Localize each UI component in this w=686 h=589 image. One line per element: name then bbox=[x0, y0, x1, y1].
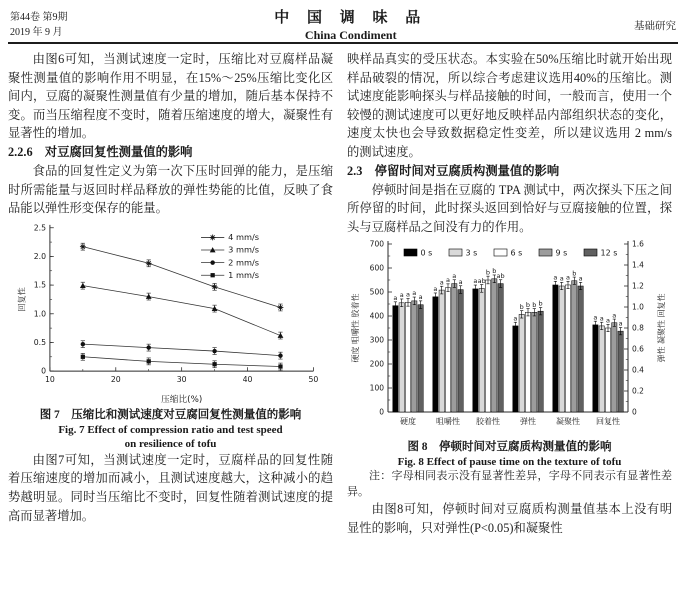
svg-text:咀嚼性: 咀嚼性 bbox=[435, 417, 460, 427]
svg-text:弹性: 弹性 bbox=[519, 417, 536, 427]
svg-text:a: a bbox=[472, 277, 477, 286]
svg-text:a: a bbox=[552, 273, 557, 282]
right-column bbox=[347, 50, 672, 585]
svg-text:a: a bbox=[599, 314, 604, 323]
svg-text:1.5: 1.5 bbox=[33, 280, 46, 290]
svg-text:3 mm/s: 3 mm/s bbox=[227, 244, 259, 255]
svg-text:a: a bbox=[458, 278, 463, 287]
figure7-caption-cn: 图 7 压缩比和测试速度对豆腐回复性测量值的影响 bbox=[39, 408, 302, 421]
svg-text:0.2: 0.2 bbox=[631, 386, 644, 396]
svg-text:0.5: 0.5 bbox=[33, 337, 46, 347]
svg-text:0.6: 0.6 bbox=[631, 344, 644, 354]
svg-text:9 s: 9 s bbox=[555, 248, 567, 258]
svg-text:30: 30 bbox=[176, 374, 187, 384]
figure7-caption-en: Fig. 7 Effect of compression ratio and test speed bbox=[58, 423, 283, 436]
svg-text:1.0: 1.0 bbox=[33, 309, 46, 319]
svg-text:a: a bbox=[432, 285, 437, 294]
paragraph: 由图8可知，停顿时间对豆腐质构测量值基本上没有明显性的影响，只对弹性(P<0.05)和凝聚性 bbox=[347, 502, 672, 535]
svg-text:1.6: 1.6 bbox=[631, 239, 644, 249]
svg-text:400: 400 bbox=[369, 311, 384, 321]
svg-text:硬度 咀嚼性 胶着性: 硬度 咀嚼性 胶着性 bbox=[350, 293, 360, 363]
svg-text:20: 20 bbox=[110, 374, 121, 384]
section-heading-2-2-6: 2.2.6 对豆腐回复性测量值的影响 bbox=[8, 144, 193, 159]
svg-text:ab: ab bbox=[477, 277, 486, 286]
svg-text:a: a bbox=[451, 272, 456, 281]
svg-text:50: 50 bbox=[307, 374, 318, 384]
svg-text:1.4: 1.4 bbox=[631, 260, 644, 270]
figure7 bbox=[8, 220, 333, 406]
svg-text:700: 700 bbox=[369, 239, 384, 249]
svg-text:300: 300 bbox=[369, 335, 384, 345]
svg-text:b: b bbox=[571, 269, 576, 278]
svg-text:b: b bbox=[538, 300, 543, 309]
svg-text:a: a bbox=[439, 278, 444, 287]
svg-text:1.2: 1.2 bbox=[631, 281, 644, 291]
volume-issue: 第44卷 第9期 bbox=[10, 12, 68, 23]
svg-text:a: a bbox=[565, 273, 570, 282]
svg-text:a: a bbox=[578, 274, 583, 283]
svg-text:硬度: 硬度 bbox=[399, 417, 416, 427]
paragraph: 食品的回复性定义为第一次下压时回弹的能力，是压缩时所需能量与返回时样品释放的弹性势能的比值，反映了食品能以弹性形变保存的能量。 bbox=[8, 163, 333, 216]
svg-text:a: a bbox=[611, 311, 616, 320]
svg-text:a: a bbox=[605, 316, 610, 325]
section-heading-2-3: 2.3 停留时间对豆腐质构测量值的影响 bbox=[347, 163, 560, 178]
journal-title-block bbox=[68, 6, 635, 43]
paragraph: 由图6可知，当测试速度一定时，压缩比对豆腐样品凝聚性测量值的影响作用不明显，在15%～25%压缩比变化区间内，豆腐的凝聚性测量值有少量的增加，随后基本保持不变。而当压缩程度不变时，随着压缩速度的增大，凝聚性有显著性的增加。 bbox=[8, 52, 333, 141]
svg-text:b: b bbox=[525, 301, 530, 310]
svg-text:40: 40 bbox=[242, 374, 252, 384]
svg-text:2 mm/s: 2 mm/s bbox=[227, 257, 259, 268]
svg-text:0: 0 bbox=[631, 407, 637, 417]
svg-text:100: 100 bbox=[369, 383, 384, 393]
svg-text:2.0: 2.0 bbox=[33, 251, 46, 261]
svg-text:b: b bbox=[491, 267, 496, 276]
svg-text:10: 10 bbox=[44, 374, 55, 384]
svg-text:a: a bbox=[405, 291, 410, 300]
svg-text:a: a bbox=[445, 276, 450, 285]
svg-text:胶着性: 胶着性 bbox=[475, 417, 500, 427]
page-header bbox=[0, 0, 686, 42]
svg-text:回复性: 回复性 bbox=[16, 286, 27, 312]
svg-text:弹性 凝聚性 回复性: 弹性 凝聚性 回复性 bbox=[656, 293, 666, 363]
svg-text:a: a bbox=[392, 294, 397, 303]
svg-text:b: b bbox=[485, 268, 490, 277]
svg-text:1 mm/s: 1 mm/s bbox=[227, 269, 259, 280]
figure8-note: 注：字母相同表示没有显著性差异，字母不同表示有显著性差异。 bbox=[347, 470, 672, 498]
two-column-body bbox=[0, 44, 686, 585]
svg-text:500: 500 bbox=[369, 287, 384, 297]
svg-text:200: 200 bbox=[369, 359, 384, 369]
figure7-caption-en2: on resilience of tofu bbox=[124, 437, 217, 450]
svg-text:6 s: 6 s bbox=[510, 248, 522, 258]
svg-text:2.5: 2.5 bbox=[33, 223, 46, 233]
left-column bbox=[8, 50, 333, 585]
paragraph: 由图7可知，当测试速度一定时，豆腐样品的回复性随着压缩速度的增加而减小，且测试速度越大，这种减小的趋势越明显。同时当压缩比不变时，回复性随着测试速度的提高而显著增加。 bbox=[8, 452, 333, 523]
svg-text:12 s: 12 s bbox=[600, 248, 617, 258]
section-tag: 基础研究 bbox=[634, 21, 676, 32]
svg-text:回复性: 回复性 bbox=[595, 417, 620, 427]
svg-text:1.0: 1.0 bbox=[631, 302, 644, 312]
svg-text:a: a bbox=[512, 314, 517, 323]
figure8-caption-en: Fig. 8 Effect of pause time on the texture of tofu bbox=[397, 456, 622, 469]
svg-text:a: a bbox=[559, 274, 564, 283]
svg-text:600: 600 bbox=[369, 263, 384, 273]
svg-text:a: a bbox=[399, 291, 404, 300]
issue-info bbox=[10, 6, 68, 40]
svg-text:b: b bbox=[519, 303, 524, 312]
svg-text:0: 0 bbox=[378, 407, 384, 417]
figure8 bbox=[347, 238, 672, 438]
svg-text:0 s: 0 s bbox=[420, 248, 432, 258]
svg-text:凝聚性: 凝聚性 bbox=[555, 417, 580, 427]
paragraph: 映样品真实的受压状态。本实验在50%压缩比时就开始出现样品破裂的情况，所以综合考虑建议选用40%的压缩比。测试速度能影响探头与样品接触的时间，一般而言，使用一个较慢的测试速度可以更好地反映样品内部组织状态的变化，速度太快也会导致数据稳定性变差，所以建议选用 2 mm/s 的测试速度。 bbox=[347, 52, 672, 159]
figure8-caption-cn: 图 8 停顿时间对豆腐质构测量值的影响 bbox=[407, 441, 612, 454]
journal-title-en: China Condiment bbox=[304, 28, 397, 42]
svg-text:a: a bbox=[592, 313, 597, 322]
issue-date: 2019 年 9 月 bbox=[10, 27, 63, 38]
svg-text:a: a bbox=[618, 320, 623, 329]
svg-text:0.8: 0.8 bbox=[631, 323, 644, 333]
svg-text:a: a bbox=[411, 289, 416, 298]
svg-text:b: b bbox=[531, 301, 536, 310]
svg-text:3 s: 3 s bbox=[465, 248, 477, 258]
svg-text:ab: ab bbox=[496, 272, 505, 281]
svg-text:a: a bbox=[418, 293, 423, 302]
figure8-bar-chart bbox=[348, 238, 672, 438]
paragraph: 停顿时间是指在豆腐的 TPA 测试中，两次探头下压之间所停留的时间，此时探头返回到恰好与豆腐接触的位置，探头与豆腐样品之间没有力的作用。 bbox=[347, 182, 672, 234]
svg-text:0: 0 bbox=[40, 366, 46, 376]
svg-text:4 mm/s: 4 mm/s bbox=[227, 231, 259, 242]
journal-title-cn: 中 国 调 味 品 bbox=[274, 10, 428, 26]
figure7-line-chart bbox=[15, 220, 327, 406]
svg-text:0.4: 0.4 bbox=[631, 365, 644, 375]
svg-text:压缩比(%): 压缩比(%) bbox=[160, 394, 202, 405]
